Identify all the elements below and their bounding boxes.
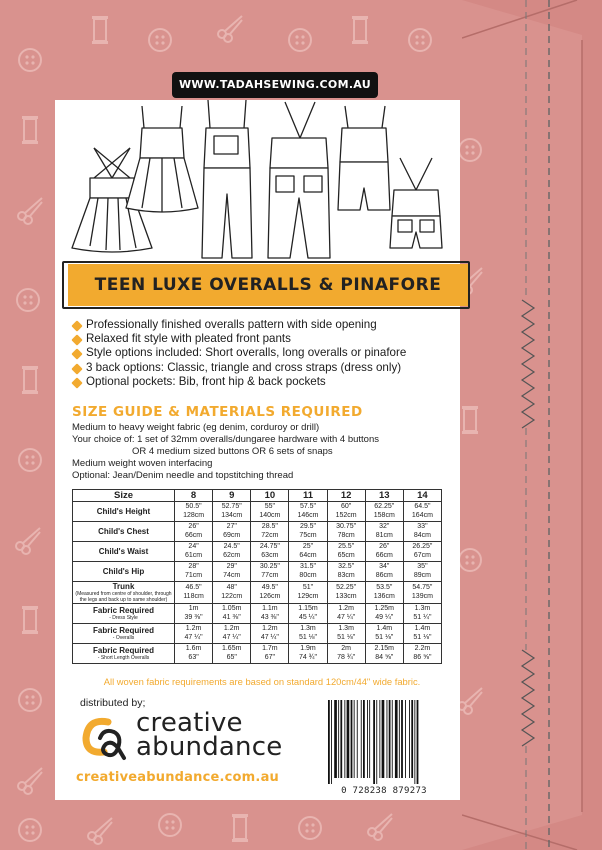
row-label [73,644,175,664]
cell-metric: 78 ¾" [337,653,356,661]
cell-metric: 89cm [413,571,431,579]
cell-metric: 152cm [335,511,357,519]
table-cell [403,624,441,644]
cell-imperial: 24.75" [259,543,280,550]
barcode-bar [331,700,332,784]
table-cell [327,562,365,582]
cell-imperial: 29" [226,563,237,570]
cell-metric: 65" [226,653,237,661]
cell-imperial: 26" [188,523,199,530]
cell-imperial: 1.4m [414,625,431,632]
size-column-header: 10 [251,490,289,502]
table-cell [251,582,289,604]
barcode-bar [367,700,368,778]
row-label [73,624,175,644]
barcode-bar [395,700,398,778]
cell-imperial: 53.5" [376,584,393,591]
cell-metric: 146cm [297,511,319,519]
cell-imperial: 26" [379,543,390,550]
table-cell [289,604,327,624]
row-label [73,522,175,542]
table-cell [213,522,251,542]
cell-imperial: 1.3m [338,625,354,632]
row-label-text: Child's Height [96,507,151,516]
cell-imperial: 1.6m [185,645,202,652]
table-cell [365,542,403,562]
table-cell [289,542,327,562]
table-cell [403,542,441,562]
cell-imperial: 1.2m [223,625,240,632]
row-label [73,502,175,522]
table-cell [175,502,213,522]
barcode-bar [409,700,410,778]
table-cell [251,624,289,644]
cell-imperial: 64.5" [414,503,431,510]
table-cell [289,582,327,604]
row-label-text: Fabric Required [93,646,154,655]
table-cell [365,624,403,644]
cell-metric: 74 ¾" [298,653,318,661]
cell-metric: 136cm [373,592,395,600]
barcode-bar [328,700,330,784]
barcode-bar [334,700,337,778]
barcode-bar [414,700,415,784]
row-label-sub: - Overalls [112,635,135,641]
size-table-row [73,604,442,624]
table-cell [289,502,327,522]
cell-imperial: 54.75" [412,584,433,591]
cell-metric: 65cm [337,551,355,559]
cell-imperial: 26.25" [412,543,433,550]
size-column-header: 14 [403,490,441,502]
barcode-bar [376,700,377,784]
table-cell [251,502,289,522]
table-cell [213,624,251,644]
row-label-text: Fabric Required [93,606,154,615]
cell-metric: 83cm [337,571,355,579]
material-line: Medium weight woven interfacing [72,458,213,469]
cell-imperial: 46.5" [185,584,202,591]
size-table-row [73,624,442,644]
material-line: Medium to heavy weight fabric (eg denim, corduroy or drill) [72,422,320,433]
size-column-header: 11 [289,490,327,502]
size-table-header [73,490,442,502]
feature-item: 3 back options: Classic, triangle and cross straps (dress only) [72,361,452,375]
cell-metric: 51 ⅛" [413,633,432,641]
row-label-sub: (Measured from centre of shoulder, through the legs and back up to same shoulder) [75,591,172,603]
table-cell [403,582,441,604]
table-cell [403,562,441,582]
cell-imperial: 32" [379,523,390,530]
material-line: Your choice of: 1 set of 32mm overalls/dungaree hardware with 4 buttons [72,434,379,445]
cell-metric: 61cm [185,551,203,559]
cell-metric: 45 ¼" [298,613,318,621]
table-cell [403,604,441,624]
barcode-bar [338,700,339,778]
cell-imperial: 30.25" [259,563,280,570]
cell-metric: 80cm [299,571,317,579]
cell-metric: 47 ¼" [184,633,203,641]
size-column-header: 13 [365,490,403,502]
table-cell [289,624,327,644]
row-label-text: Child's Chest [98,527,149,536]
barcode-bar [389,700,391,778]
size-table-row [73,522,442,542]
title-band [68,264,468,306]
barcode-bar [411,700,413,778]
cell-metric: 86 ⅝" [413,653,432,661]
table-cell [289,644,327,664]
table-cell [327,502,365,522]
cell-metric: 140cm [259,511,281,519]
table-cell [327,604,365,624]
barcode-bar [399,700,400,778]
cell-imperial: 1.4m [376,625,393,632]
table-cell [175,644,213,664]
table-cell [175,542,213,562]
row-label [73,582,175,604]
table-cell [365,522,403,542]
cell-metric: 49 ¼" [375,613,394,621]
barcode-bar [417,700,419,784]
cell-imperial: 52.25" [336,584,357,591]
website-banner[interactable]: WWW.TADAHSEWING.COM.AU [172,72,378,98]
cell-metric: 84cm [413,531,431,539]
cell-metric: 64cm [299,551,317,559]
cell-imperial: 27" [226,523,237,530]
size-table-row [73,562,442,582]
row-label-text: Child's Waist [98,547,149,556]
table-cell [213,502,251,522]
row-label-sub: - Dress Style [109,615,138,621]
table-cell [327,582,365,604]
barcode-bar [392,700,393,778]
table-cell [175,624,213,644]
cell-metric: 158cm [373,511,395,519]
table-cell [327,542,365,562]
cell-metric: 47 ¼" [260,633,279,641]
barcode-bar [344,700,345,778]
cell-metric: 126cm [259,592,281,600]
cell-imperial: 34" [379,563,390,570]
cell-imperial: 57.5" [299,503,317,510]
table-cell [251,542,289,562]
cell-metric: 81cm [375,531,393,539]
table-cell [365,644,403,664]
size-table-row [73,582,442,604]
size-table-body [73,502,442,664]
materials-list [72,422,452,482]
distributor-prefix: distributed by; [80,697,146,709]
cell-metric: 51 ⅛" [298,633,318,641]
cell-metric: 78cm [337,531,355,539]
material-line: Optional: Jean/Denim needle and topstitching thread [72,470,294,481]
cell-imperial: 1.2m [262,625,278,632]
cell-imperial: 55" [264,503,275,510]
barcode-bar [363,700,365,778]
cell-imperial: 1.25m [374,605,394,612]
cell-imperial: 1.65m [221,645,242,652]
cell-metric: 51 ⅛" [375,633,394,641]
cell-imperial: 52.75" [221,503,242,510]
cell-metric: 66cm [185,531,203,539]
feature-item: Relaxed fit style with pleated front pants [72,332,452,346]
cell-imperial: 24.5" [223,543,240,550]
barcode-bar [379,700,380,778]
size-table-row [73,542,442,562]
barcode-bar [369,700,370,778]
barcode-bar [405,700,406,778]
table-cell [251,644,289,664]
cell-metric: 86cm [375,571,393,579]
feature-item: Professionally finished overalls pattern with side opening [72,318,452,332]
row-label [73,562,175,582]
cell-metric: 63cm [261,551,279,559]
table-cell [175,604,213,624]
barcode-bar [357,700,358,778]
cell-metric: 139cm [411,592,433,600]
cell-metric: 47 ¼" [222,633,241,641]
cell-metric: 128cm [183,511,205,519]
feature-list [72,318,452,389]
table-cell [289,562,327,582]
row-label-sub: - Short Length Overalls [97,655,150,661]
cell-imperial: 49.5" [261,584,278,591]
barcode-bar [351,700,353,778]
table-cell [213,644,251,664]
cell-metric: 47 ¼" [337,613,356,621]
pattern-title: TEEN LUXE OVERALLS & PINAFORE [94,275,442,295]
row-label [73,542,175,562]
cell-imperial: 2.2m [414,645,431,652]
cell-imperial: 1.2m [338,605,354,612]
cell-metric: 77cm [261,571,279,579]
barcode-bar [382,700,385,778]
table-cell [251,522,289,542]
cell-metric: 118cm [183,592,204,600]
creative-abundance-logo-icon [78,708,130,764]
row-label-text: Child's Hip [102,567,145,576]
size-guide-heading: SIZE GUIDE & MATERIALS REQUIRED [72,404,363,420]
size-table [72,489,442,664]
cell-imperial: 29.5" [299,523,317,530]
cell-metric: 51 ¼" [413,613,432,621]
size-header-label: Size [73,490,175,502]
table-cell [213,582,251,604]
barcode-bar [401,700,403,778]
fabric-note: All woven fabric requirements are based on standard 120cm/44" wide fabric. [103,676,421,687]
cell-metric: 133cm [335,592,357,600]
cell-imperial: 1.1m [262,605,278,612]
size-column-header: 8 [175,490,213,502]
cell-imperial: 50.5" [185,503,202,510]
cell-imperial: 62.25" [374,503,395,510]
distributor-website-link[interactable]: creativeabundance.com.au [76,770,279,785]
cell-metric: 67" [264,653,275,661]
barcode-bar [347,700,350,778]
cell-metric: 43 ⅜" [260,613,279,621]
cell-metric: 62cm [223,551,241,559]
table-cell [213,604,251,624]
distributor-name-line1: creative [136,708,243,738]
table-cell [251,562,289,582]
table-cell [403,644,441,664]
table-cell [327,522,365,542]
cell-imperial: 28" [188,563,199,570]
cell-imperial: 32.5" [338,563,355,570]
cell-metric: 69cm [223,531,241,539]
cell-metric: 134cm [221,511,243,519]
table-cell [251,604,289,624]
cell-metric: 74cm [223,571,241,579]
barcode-bar [340,700,342,778]
table-cell [365,604,403,624]
cell-imperial: 24" [188,543,199,550]
garment-illustrations [60,98,452,266]
cell-imperial: 1.15m [298,605,318,612]
cell-imperial: 33" [417,523,428,530]
feature-item: Optional pockets: Bib, front hip & back pockets [72,375,452,389]
table-cell [213,562,251,582]
cell-imperial: 28.5" [261,523,278,530]
table-cell [289,522,327,542]
cell-imperial: 60" [340,503,352,510]
barcode-bar [354,700,355,778]
cell-imperial: 25.5" [338,543,355,550]
distributor-name-line2: abundance [136,732,283,762]
cell-imperial: 2.15m [374,645,394,652]
cell-metric: 39 ⅜" [184,613,203,621]
table-cell [327,624,365,644]
table-cell [403,522,441,542]
table-cell [365,502,403,522]
row-label-text: Fabric Required [93,626,154,635]
cell-imperial: 48" [226,584,237,591]
size-table-row [73,644,442,664]
table-cell [403,502,441,522]
cell-metric: 51 ⅛" [337,633,356,641]
cell-imperial: 1.2m [185,625,202,632]
cell-metric: 66cm [375,551,393,559]
size-table-row [73,502,442,522]
cell-metric: 84 ⅝" [375,653,394,661]
barcode-number: 0 728238 879273 [341,786,427,796]
cell-imperial: 1m [188,605,199,612]
table-cell [365,582,403,604]
cell-imperial: 30.75" [336,523,357,530]
envelope-flap [462,0,602,850]
barcode-bar [361,700,362,778]
barcode-bar [373,700,375,784]
cell-metric: 122cm [221,592,243,600]
cell-metric: 63" [188,653,199,661]
cell-imperial: 1.7m [262,645,278,652]
material-line: OR 4 medium sized buttons OR 6 sets of snaps [132,446,333,457]
table-cell [327,644,365,664]
barcode-icon [326,700,438,784]
cell-imperial: 2m [341,645,351,652]
cell-imperial: 25" [302,543,314,550]
cell-imperial: 1.3m [414,605,431,612]
cell-metric: 71cm [185,571,203,579]
cell-metric: 75cm [299,531,317,539]
cell-imperial: 1.3m [300,625,316,632]
cell-metric: 67cm [413,551,431,559]
cell-metric: 129cm [297,592,319,600]
feature-item: Style options included: Short overalls, long overalls or pinafore [72,346,452,360]
table-cell [175,582,213,604]
cell-metric: 72cm [261,531,279,539]
size-column-header: 12 [327,490,365,502]
row-label-text: Trunk [112,582,135,591]
table-cell [213,542,251,562]
cell-imperial: 1.05m [221,605,242,612]
barcode-bar [387,700,388,778]
table-cell [175,562,213,582]
cell-metric: 164cm [411,511,433,519]
size-column-header: 9 [213,490,251,502]
cell-imperial: 35" [417,563,428,570]
table-cell [365,562,403,582]
cell-imperial: 31.5" [299,563,317,570]
cell-imperial: 51" [302,584,314,591]
cell-metric: 41 ⅜" [222,613,241,621]
cell-imperial: 1.9m [300,645,316,652]
row-label [73,604,175,624]
table-cell [175,522,213,542]
